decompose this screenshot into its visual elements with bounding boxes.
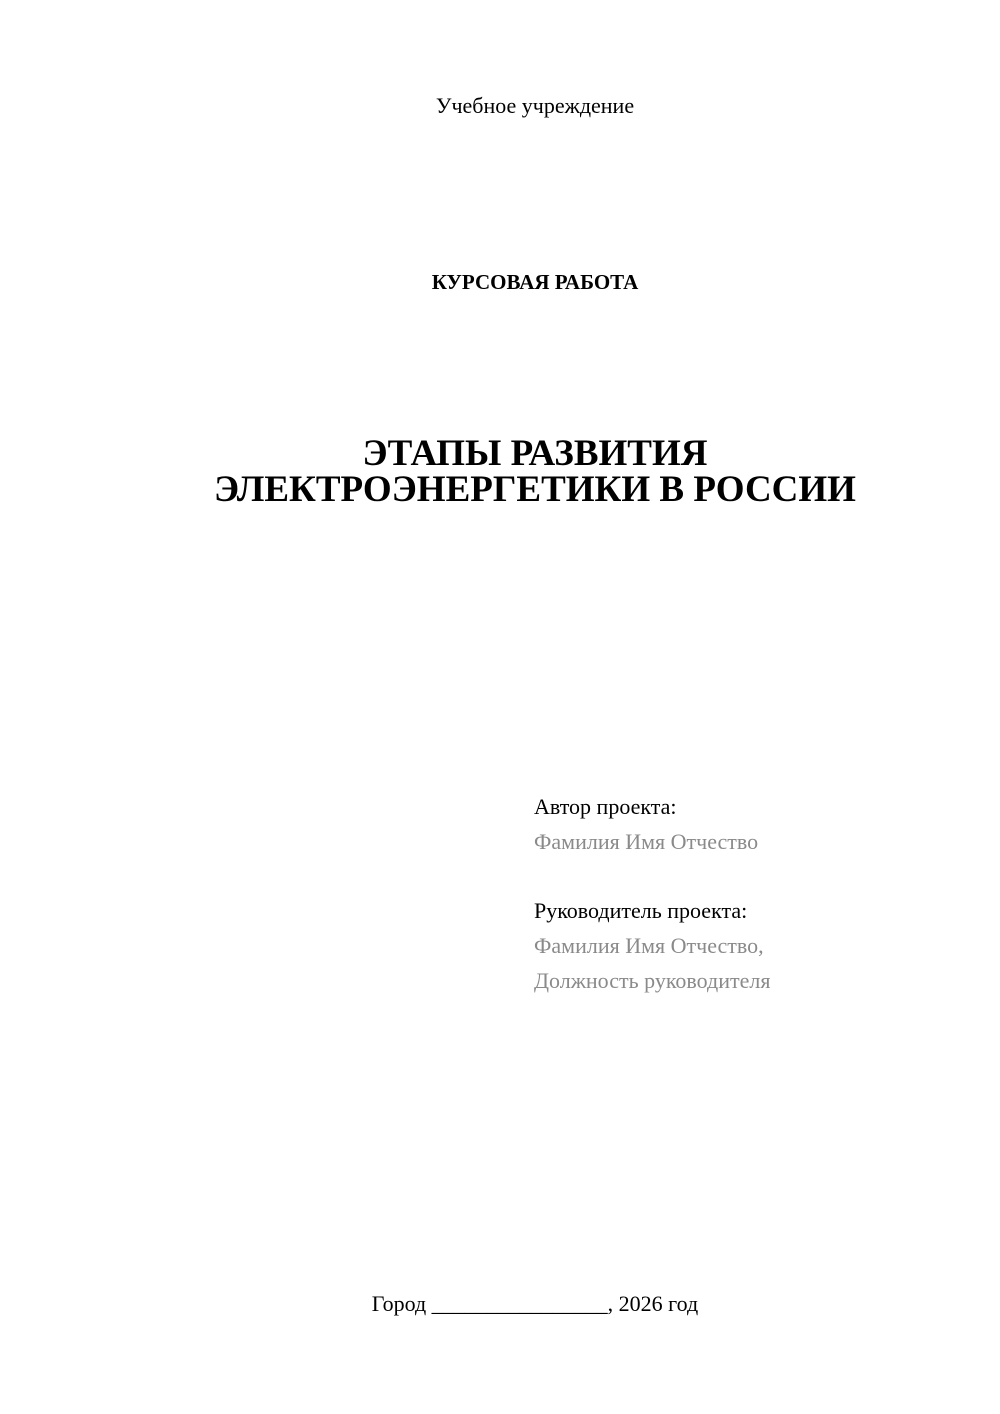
city-and-year: Город ________________, 2026 год xyxy=(371,1291,699,1316)
supervisor-name: Фамилия Имя Отчество, xyxy=(534,933,764,958)
project-info-block xyxy=(534,789,770,998)
supervisor-position: Должность руководителя xyxy=(534,968,771,993)
author-name: Фамилия Имя Отчество xyxy=(534,829,759,854)
work-type-heading: КУРСОВАЯ РАБОТА xyxy=(431,270,639,294)
document-title-line-1: ЭТАПЫ РАЗВИТИЯ xyxy=(362,433,708,474)
supervisor-label: Руководитель проекта: xyxy=(534,898,748,923)
info-spacer xyxy=(534,859,770,893)
document-title xyxy=(0,433,1000,510)
institution-name: Учебное учреждение xyxy=(435,93,635,118)
author-label: Автор проекта: xyxy=(534,794,677,819)
document-title-line-2: ЭЛЕКТРОЭНЕРГЕТИКИ В РОССИИ xyxy=(214,469,856,510)
